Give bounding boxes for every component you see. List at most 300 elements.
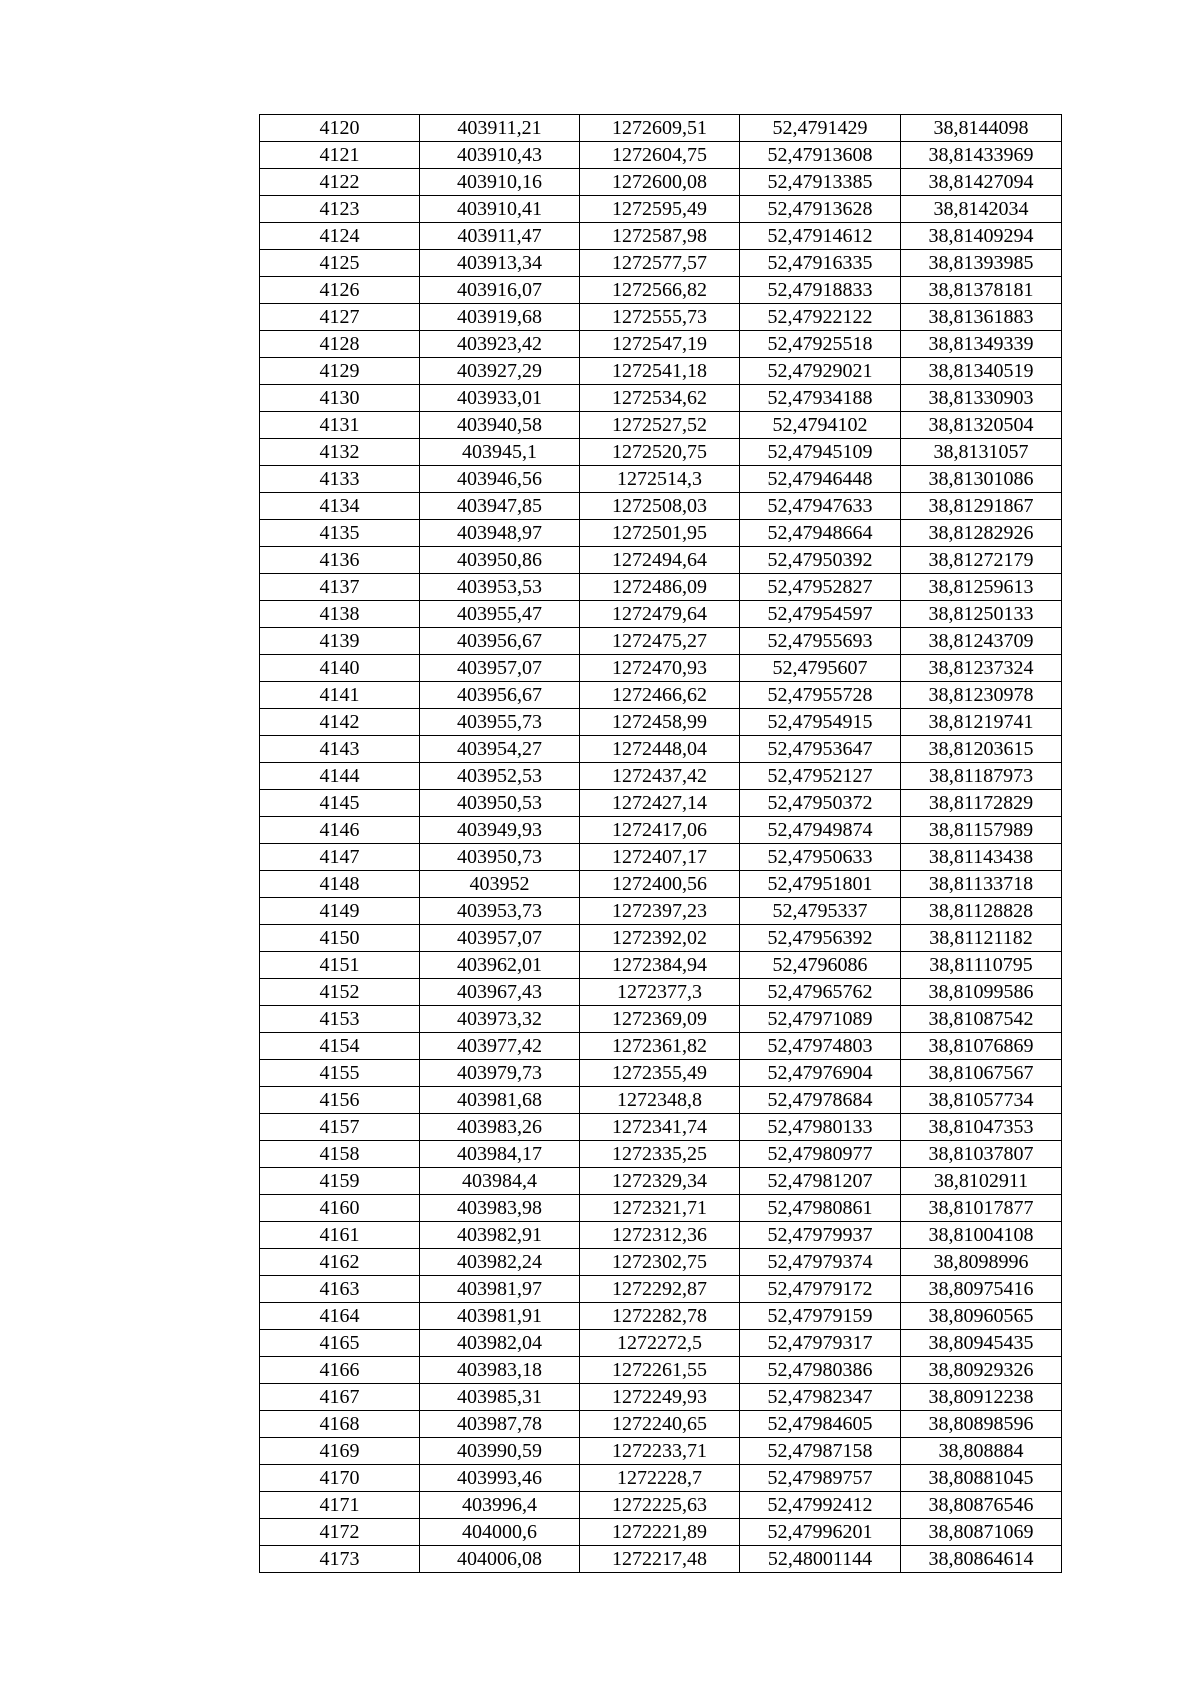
point-number-cell: 4142 xyxy=(260,709,420,736)
latitude-cell: 52,47955693 xyxy=(740,628,901,655)
table-row xyxy=(260,547,1062,574)
table-row xyxy=(260,1249,1062,1276)
longitude-cell: 38,81272179 xyxy=(901,547,1062,574)
latitude-cell: 52,47950392 xyxy=(740,547,901,574)
table-row xyxy=(260,412,1062,439)
x-coordinate-cell: 403982,91 xyxy=(420,1222,580,1249)
table-row xyxy=(260,925,1062,952)
table-row xyxy=(260,358,1062,385)
table-row xyxy=(260,1465,1062,1492)
longitude-cell: 38,8102911 xyxy=(901,1168,1062,1195)
longitude-cell: 38,81057734 xyxy=(901,1087,1062,1114)
latitude-cell: 52,4791429 xyxy=(740,115,901,142)
point-number-cell: 4131 xyxy=(260,412,420,439)
x-coordinate-cell: 403984,4 xyxy=(420,1168,580,1195)
y-coordinate-cell: 1272228,7 xyxy=(580,1465,740,1492)
table-row xyxy=(260,817,1062,844)
point-number-cell: 4163 xyxy=(260,1276,420,1303)
table-row xyxy=(260,1492,1062,1519)
point-number-cell: 4144 xyxy=(260,763,420,790)
latitude-cell: 52,47996201 xyxy=(740,1519,901,1546)
table-row xyxy=(260,1114,1062,1141)
latitude-cell: 52,4795607 xyxy=(740,655,901,682)
longitude-cell: 38,81219741 xyxy=(901,709,1062,736)
latitude-cell: 52,47954915 xyxy=(740,709,901,736)
point-number-cell: 4123 xyxy=(260,196,420,223)
point-number-cell: 4162 xyxy=(260,1249,420,1276)
y-coordinate-cell: 1272527,52 xyxy=(580,412,740,439)
x-coordinate-cell: 403984,17 xyxy=(420,1141,580,1168)
x-coordinate-cell: 403950,53 xyxy=(420,790,580,817)
table-row xyxy=(260,1168,1062,1195)
latitude-cell: 52,47955728 xyxy=(740,682,901,709)
x-coordinate-cell: 403953,53 xyxy=(420,574,580,601)
point-number-cell: 4121 xyxy=(260,142,420,169)
point-number-cell: 4153 xyxy=(260,1006,420,1033)
x-coordinate-cell: 404000,6 xyxy=(420,1519,580,1546)
x-coordinate-cell: 403910,16 xyxy=(420,169,580,196)
point-number-cell: 4146 xyxy=(260,817,420,844)
latitude-cell: 52,47978684 xyxy=(740,1087,901,1114)
x-coordinate-cell: 403957,07 xyxy=(420,925,580,952)
latitude-cell: 52,4794102 xyxy=(740,412,901,439)
x-coordinate-cell: 403950,73 xyxy=(420,844,580,871)
longitude-cell: 38,81330903 xyxy=(901,385,1062,412)
y-coordinate-cell: 1272466,62 xyxy=(580,682,740,709)
longitude-cell: 38,81128828 xyxy=(901,898,1062,925)
longitude-cell: 38,81393985 xyxy=(901,250,1062,277)
x-coordinate-cell: 403947,85 xyxy=(420,493,580,520)
latitude-cell: 52,47987158 xyxy=(740,1438,901,1465)
point-number-cell: 4126 xyxy=(260,277,420,304)
longitude-cell: 38,80960565 xyxy=(901,1303,1062,1330)
latitude-cell: 52,47953647 xyxy=(740,736,901,763)
table-row xyxy=(260,898,1062,925)
point-number-cell: 4138 xyxy=(260,601,420,628)
y-coordinate-cell: 1272514,3 xyxy=(580,466,740,493)
x-coordinate-cell: 403955,47 xyxy=(420,601,580,628)
point-number-cell: 4135 xyxy=(260,520,420,547)
point-number-cell: 4120 xyxy=(260,115,420,142)
x-coordinate-cell: 403913,34 xyxy=(420,250,580,277)
table-row xyxy=(260,1303,1062,1330)
longitude-cell: 38,81282926 xyxy=(901,520,1062,547)
point-number-cell: 4152 xyxy=(260,979,420,1006)
table-row xyxy=(260,1411,1062,1438)
y-coordinate-cell: 1272329,34 xyxy=(580,1168,740,1195)
longitude-cell: 38,81143438 xyxy=(901,844,1062,871)
table-row xyxy=(260,1276,1062,1303)
latitude-cell: 52,47922122 xyxy=(740,304,901,331)
y-coordinate-cell: 1272437,42 xyxy=(580,763,740,790)
y-coordinate-cell: 1272555,73 xyxy=(580,304,740,331)
longitude-cell: 38,80876546 xyxy=(901,1492,1062,1519)
x-coordinate-cell: 403957,07 xyxy=(420,655,580,682)
longitude-cell: 38,81243709 xyxy=(901,628,1062,655)
latitude-cell: 52,47952827 xyxy=(740,574,901,601)
x-coordinate-cell: 403953,73 xyxy=(420,898,580,925)
y-coordinate-cell: 1272520,75 xyxy=(580,439,740,466)
longitude-cell: 38,81320504 xyxy=(901,412,1062,439)
point-number-cell: 4159 xyxy=(260,1168,420,1195)
point-number-cell: 4173 xyxy=(260,1546,420,1573)
longitude-cell: 38,81361883 xyxy=(901,304,1062,331)
table-row xyxy=(260,601,1062,628)
table-row xyxy=(260,628,1062,655)
x-coordinate-cell: 403911,21 xyxy=(420,115,580,142)
y-coordinate-cell: 1272225,63 xyxy=(580,1492,740,1519)
y-coordinate-cell: 1272417,06 xyxy=(580,817,740,844)
table-row xyxy=(260,979,1062,1006)
x-coordinate-cell: 403967,43 xyxy=(420,979,580,1006)
y-coordinate-cell: 1272494,64 xyxy=(580,547,740,574)
table-row xyxy=(260,709,1062,736)
y-coordinate-cell: 1272595,49 xyxy=(580,196,740,223)
point-number-cell: 4161 xyxy=(260,1222,420,1249)
point-number-cell: 4167 xyxy=(260,1384,420,1411)
y-coordinate-cell: 1272547,19 xyxy=(580,331,740,358)
table-row xyxy=(260,169,1062,196)
point-number-cell: 4156 xyxy=(260,1087,420,1114)
table-row xyxy=(260,952,1062,979)
latitude-cell: 52,47914612 xyxy=(740,223,901,250)
x-coordinate-cell: 403910,43 xyxy=(420,142,580,169)
longitude-cell: 38,81301086 xyxy=(901,466,1062,493)
point-number-cell: 4129 xyxy=(260,358,420,385)
table-row xyxy=(260,1087,1062,1114)
point-number-cell: 4137 xyxy=(260,574,420,601)
latitude-cell: 52,47992412 xyxy=(740,1492,901,1519)
y-coordinate-cell: 1272587,98 xyxy=(580,223,740,250)
y-coordinate-cell: 1272479,64 xyxy=(580,601,740,628)
x-coordinate-cell: 403956,67 xyxy=(420,682,580,709)
latitude-cell: 52,4796086 xyxy=(740,952,901,979)
x-coordinate-cell: 403977,42 xyxy=(420,1033,580,1060)
longitude-cell: 38,80881045 xyxy=(901,1465,1062,1492)
point-number-cell: 4130 xyxy=(260,385,420,412)
latitude-cell: 52,47925518 xyxy=(740,331,901,358)
latitude-cell: 52,47913385 xyxy=(740,169,901,196)
point-number-cell: 4122 xyxy=(260,169,420,196)
longitude-cell: 38,81237324 xyxy=(901,655,1062,682)
x-coordinate-cell: 403996,4 xyxy=(420,1492,580,1519)
y-coordinate-cell: 1272321,71 xyxy=(580,1195,740,1222)
x-coordinate-cell: 404006,08 xyxy=(420,1546,580,1573)
point-number-cell: 4170 xyxy=(260,1465,420,1492)
x-coordinate-cell: 403948,97 xyxy=(420,520,580,547)
x-coordinate-cell: 403985,31 xyxy=(420,1384,580,1411)
x-coordinate-cell: 403954,27 xyxy=(420,736,580,763)
point-number-cell: 4128 xyxy=(260,331,420,358)
y-coordinate-cell: 1272292,87 xyxy=(580,1276,740,1303)
y-coordinate-cell: 1272486,09 xyxy=(580,574,740,601)
point-number-cell: 4132 xyxy=(260,439,420,466)
table-row xyxy=(260,142,1062,169)
longitude-cell: 38,81172829 xyxy=(901,790,1062,817)
x-coordinate-cell: 403987,78 xyxy=(420,1411,580,1438)
y-coordinate-cell: 1272384,94 xyxy=(580,952,740,979)
longitude-cell: 38,81250133 xyxy=(901,601,1062,628)
table-row xyxy=(260,115,1062,142)
table-row xyxy=(260,736,1062,763)
latitude-cell: 52,47980977 xyxy=(740,1141,901,1168)
table-row xyxy=(260,574,1062,601)
table-row xyxy=(260,790,1062,817)
x-coordinate-cell: 403927,29 xyxy=(420,358,580,385)
longitude-cell: 38,8098996 xyxy=(901,1249,1062,1276)
longitude-cell: 38,81121182 xyxy=(901,925,1062,952)
coordinates-table xyxy=(259,114,1062,1573)
x-coordinate-cell: 403911,47 xyxy=(420,223,580,250)
latitude-cell: 52,47979937 xyxy=(740,1222,901,1249)
longitude-cell: 38,8144098 xyxy=(901,115,1062,142)
x-coordinate-cell: 403956,67 xyxy=(420,628,580,655)
longitude-cell: 38,81157989 xyxy=(901,817,1062,844)
longitude-cell: 38,81017877 xyxy=(901,1195,1062,1222)
longitude-cell: 38,81259613 xyxy=(901,574,1062,601)
y-coordinate-cell: 1272600,08 xyxy=(580,169,740,196)
point-number-cell: 4139 xyxy=(260,628,420,655)
y-coordinate-cell: 1272501,95 xyxy=(580,520,740,547)
y-coordinate-cell: 1272217,48 xyxy=(580,1546,740,1573)
table-row xyxy=(260,1384,1062,1411)
x-coordinate-cell: 403981,68 xyxy=(420,1087,580,1114)
table-row xyxy=(260,196,1062,223)
table-row xyxy=(260,385,1062,412)
longitude-cell: 38,81087542 xyxy=(901,1006,1062,1033)
latitude-cell: 52,47950633 xyxy=(740,844,901,871)
latitude-cell: 52,47971089 xyxy=(740,1006,901,1033)
longitude-cell: 38,81340519 xyxy=(901,358,1062,385)
x-coordinate-cell: 403950,86 xyxy=(420,547,580,574)
latitude-cell: 52,47946448 xyxy=(740,466,901,493)
x-coordinate-cell: 403979,73 xyxy=(420,1060,580,1087)
table-row xyxy=(260,331,1062,358)
point-number-cell: 4134 xyxy=(260,493,420,520)
point-number-cell: 4151 xyxy=(260,952,420,979)
longitude-cell: 38,81037807 xyxy=(901,1141,1062,1168)
longitude-cell: 38,80975416 xyxy=(901,1276,1062,1303)
table-row xyxy=(260,223,1062,250)
x-coordinate-cell: 403990,59 xyxy=(420,1438,580,1465)
latitude-cell: 52,47979374 xyxy=(740,1249,901,1276)
table-row xyxy=(260,520,1062,547)
y-coordinate-cell: 1272407,17 xyxy=(580,844,740,871)
point-number-cell: 4127 xyxy=(260,304,420,331)
table-row xyxy=(260,1546,1062,1573)
longitude-cell: 38,808884 xyxy=(901,1438,1062,1465)
latitude-cell: 52,47982347 xyxy=(740,1384,901,1411)
y-coordinate-cell: 1272302,75 xyxy=(580,1249,740,1276)
y-coordinate-cell: 1272400,56 xyxy=(580,871,740,898)
latitude-cell: 52,47976904 xyxy=(740,1060,901,1087)
y-coordinate-cell: 1272341,74 xyxy=(580,1114,740,1141)
table-row xyxy=(260,655,1062,682)
x-coordinate-cell: 403993,46 xyxy=(420,1465,580,1492)
longitude-cell: 38,81187973 xyxy=(901,763,1062,790)
table-row xyxy=(260,250,1062,277)
table-row xyxy=(260,682,1062,709)
latitude-cell: 52,47947633 xyxy=(740,493,901,520)
longitude-cell: 38,8131057 xyxy=(901,439,1062,466)
longitude-cell: 38,81409294 xyxy=(901,223,1062,250)
y-coordinate-cell: 1272282,78 xyxy=(580,1303,740,1330)
latitude-cell: 52,47918833 xyxy=(740,277,901,304)
latitude-cell: 52,47979317 xyxy=(740,1330,901,1357)
point-number-cell: 4149 xyxy=(260,898,420,925)
point-number-cell: 4165 xyxy=(260,1330,420,1357)
point-number-cell: 4150 xyxy=(260,925,420,952)
latitude-cell: 52,47952127 xyxy=(740,763,901,790)
y-coordinate-cell: 1272240,65 xyxy=(580,1411,740,1438)
latitude-cell: 52,47949874 xyxy=(740,817,901,844)
latitude-cell: 52,48001144 xyxy=(740,1546,901,1573)
x-coordinate-cell: 403940,58 xyxy=(420,412,580,439)
point-number-cell: 4124 xyxy=(260,223,420,250)
y-coordinate-cell: 1272377,3 xyxy=(580,979,740,1006)
y-coordinate-cell: 1272249,93 xyxy=(580,1384,740,1411)
table-row xyxy=(260,1141,1062,1168)
y-coordinate-cell: 1272312,36 xyxy=(580,1222,740,1249)
latitude-cell: 52,47980861 xyxy=(740,1195,901,1222)
latitude-cell: 52,47980133 xyxy=(740,1114,901,1141)
y-coordinate-cell: 1272604,75 xyxy=(580,142,740,169)
latitude-cell: 52,47979172 xyxy=(740,1276,901,1303)
y-coordinate-cell: 1272335,25 xyxy=(580,1141,740,1168)
table-row xyxy=(260,1060,1062,1087)
point-number-cell: 4158 xyxy=(260,1141,420,1168)
x-coordinate-cell: 403916,07 xyxy=(420,277,580,304)
longitude-cell: 38,81047353 xyxy=(901,1114,1062,1141)
longitude-cell: 38,80898596 xyxy=(901,1411,1062,1438)
table-row xyxy=(260,1330,1062,1357)
x-coordinate-cell: 403945,1 xyxy=(420,439,580,466)
table-row xyxy=(260,1519,1062,1546)
point-number-cell: 4145 xyxy=(260,790,420,817)
y-coordinate-cell: 1272541,18 xyxy=(580,358,740,385)
table-row xyxy=(260,1222,1062,1249)
latitude-cell: 52,47913608 xyxy=(740,142,901,169)
y-coordinate-cell: 1272361,82 xyxy=(580,1033,740,1060)
point-number-cell: 4160 xyxy=(260,1195,420,1222)
table-row xyxy=(260,844,1062,871)
longitude-cell: 38,81004108 xyxy=(901,1222,1062,1249)
latitude-cell: 52,47956392 xyxy=(740,925,901,952)
y-coordinate-cell: 1272470,93 xyxy=(580,655,740,682)
x-coordinate-cell: 403952 xyxy=(420,871,580,898)
table-row xyxy=(260,304,1062,331)
longitude-cell: 38,80929326 xyxy=(901,1357,1062,1384)
latitude-cell: 52,47981207 xyxy=(740,1168,901,1195)
longitude-cell: 38,80945435 xyxy=(901,1330,1062,1357)
x-coordinate-cell: 403981,97 xyxy=(420,1276,580,1303)
y-coordinate-cell: 1272508,03 xyxy=(580,493,740,520)
latitude-cell: 52,47929021 xyxy=(740,358,901,385)
latitude-cell: 52,47954597 xyxy=(740,601,901,628)
y-coordinate-cell: 1272448,04 xyxy=(580,736,740,763)
longitude-cell: 38,81427094 xyxy=(901,169,1062,196)
point-number-cell: 4154 xyxy=(260,1033,420,1060)
y-coordinate-cell: 1272233,71 xyxy=(580,1438,740,1465)
point-number-cell: 4164 xyxy=(260,1303,420,1330)
y-coordinate-cell: 1272609,51 xyxy=(580,115,740,142)
table-row xyxy=(260,439,1062,466)
table-row xyxy=(260,1006,1062,1033)
longitude-cell: 38,81110795 xyxy=(901,952,1062,979)
y-coordinate-cell: 1272397,23 xyxy=(580,898,740,925)
x-coordinate-cell: 403949,93 xyxy=(420,817,580,844)
y-coordinate-cell: 1272566,82 xyxy=(580,277,740,304)
y-coordinate-cell: 1272534,62 xyxy=(580,385,740,412)
table-row xyxy=(260,1357,1062,1384)
longitude-cell: 38,8142034 xyxy=(901,196,1062,223)
longitude-cell: 38,81291867 xyxy=(901,493,1062,520)
latitude-cell: 52,47980386 xyxy=(740,1357,901,1384)
coordinates-table-body xyxy=(260,115,1062,1573)
latitude-cell: 52,47989757 xyxy=(740,1465,901,1492)
table-row xyxy=(260,1033,1062,1060)
x-coordinate-cell: 403983,98 xyxy=(420,1195,580,1222)
x-coordinate-cell: 403933,01 xyxy=(420,385,580,412)
table-row xyxy=(260,871,1062,898)
y-coordinate-cell: 1272392,02 xyxy=(580,925,740,952)
y-coordinate-cell: 1272348,8 xyxy=(580,1087,740,1114)
latitude-cell: 52,47965762 xyxy=(740,979,901,1006)
latitude-cell: 52,47984605 xyxy=(740,1411,901,1438)
table-row xyxy=(260,763,1062,790)
longitude-cell: 38,81230978 xyxy=(901,682,1062,709)
latitude-cell: 52,47979159 xyxy=(740,1303,901,1330)
y-coordinate-cell: 1272221,89 xyxy=(580,1519,740,1546)
point-number-cell: 4171 xyxy=(260,1492,420,1519)
point-number-cell: 4172 xyxy=(260,1519,420,1546)
x-coordinate-cell: 403982,24 xyxy=(420,1249,580,1276)
x-coordinate-cell: 403962,01 xyxy=(420,952,580,979)
point-number-cell: 4148 xyxy=(260,871,420,898)
table-row xyxy=(260,1438,1062,1465)
point-number-cell: 4136 xyxy=(260,547,420,574)
latitude-cell: 52,47951801 xyxy=(740,871,901,898)
point-number-cell: 4168 xyxy=(260,1411,420,1438)
latitude-cell: 52,4795337 xyxy=(740,898,901,925)
latitude-cell: 52,47934188 xyxy=(740,385,901,412)
longitude-cell: 38,81203615 xyxy=(901,736,1062,763)
y-coordinate-cell: 1272475,27 xyxy=(580,628,740,655)
latitude-cell: 52,47948664 xyxy=(740,520,901,547)
y-coordinate-cell: 1272577,57 xyxy=(580,250,740,277)
table-row xyxy=(260,466,1062,493)
x-coordinate-cell: 403955,73 xyxy=(420,709,580,736)
x-coordinate-cell: 403982,04 xyxy=(420,1330,580,1357)
longitude-cell: 38,81067567 xyxy=(901,1060,1062,1087)
y-coordinate-cell: 1272272,5 xyxy=(580,1330,740,1357)
point-number-cell: 4133 xyxy=(260,466,420,493)
longitude-cell: 38,81076869 xyxy=(901,1033,1062,1060)
longitude-cell: 38,81378181 xyxy=(901,277,1062,304)
point-number-cell: 4157 xyxy=(260,1114,420,1141)
point-number-cell: 4143 xyxy=(260,736,420,763)
latitude-cell: 52,47945109 xyxy=(740,439,901,466)
x-coordinate-cell: 403910,41 xyxy=(420,196,580,223)
longitude-cell: 38,81433969 xyxy=(901,142,1062,169)
longitude-cell: 38,81349339 xyxy=(901,331,1062,358)
x-coordinate-cell: 403983,26 xyxy=(420,1114,580,1141)
x-coordinate-cell: 403946,56 xyxy=(420,466,580,493)
point-number-cell: 4125 xyxy=(260,250,420,277)
table-row xyxy=(260,1195,1062,1222)
table-row xyxy=(260,493,1062,520)
point-number-cell: 4166 xyxy=(260,1357,420,1384)
